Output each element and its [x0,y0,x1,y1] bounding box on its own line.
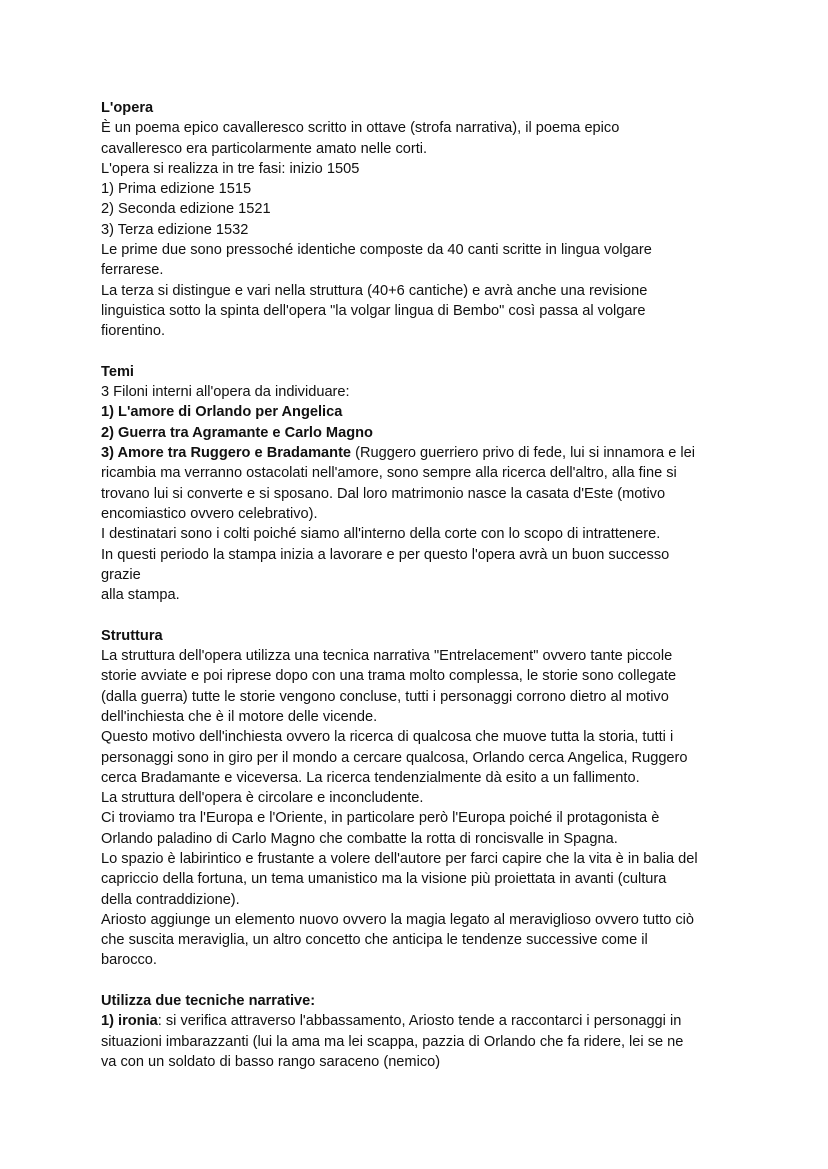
paragraph-line: Orlando paladino di Carlo Magno che combatte la rotta di roncisvalle in Spagna. [101,830,618,847]
technique-item-1-text: : si verifica attraverso l'abbassamento, Ariosto tende a raccontarci i personaggi in [157,1013,682,1030]
blank-line [101,342,732,362]
paragraph-line: alla stampa. [101,587,180,604]
heading-struttura: Struttura [101,627,163,644]
paragraph-line: linguistica sotto la spinta dell'opera "la volgar lingua di Bembo" così passa al volgare [101,302,646,319]
theme-item-2: 2) Guerra tra Agramante e Carlo Magno [101,424,373,441]
paragraph-line: In questi periodo la stampa inizia a lavorare e per questo l'opera avrà un buon successo [101,546,670,563]
paragraph-line: Le prime due sono pressoché identiche composte da 40 canti scritte in lingua volgare [101,242,652,259]
paragraph-line: Ariosto aggiunge un elemento nuovo ovvero la magia legato al meraviglioso ovvero tutto ciò [101,911,695,928]
paragraph-line: (dalla guerra) tutte le storie vengono concluse, tutti i personaggi corrono dietro al motivo [101,688,669,705]
paragraph-line: cerca Bradamante e viceversa. La ricerca tendenzialmente dà esito a un fallimento. [101,769,640,786]
blank-line [101,971,732,991]
paragraph-line: ricambia ma verranno ostacolati nell'amore, sono sempre alla ricerca dell'altro, alla fine si [101,465,677,482]
section-tecniche [101,991,732,1072]
paragraph-line: va con un soldato di basso rango saraceno (nemico) [101,1053,441,1070]
theme-item-3-text: (Ruggero guerriero privo di fede, lui si innamora e lei [351,445,695,462]
paragraph-line: L'opera si realizza in tre fasi: inizio 1505 [101,160,360,177]
section-opera [101,98,732,342]
paragraph-line: Lo spazio è labirintico e frustante a volere dell'autore per farci capire che la vita è in balia del [101,850,698,867]
theme-item-3 [101,443,732,463]
technique-item-1 [101,1011,732,1031]
paragraph-line: cavalleresco era particolarmente amato nelle corti. [101,140,428,157]
technique-item-1-title: 1) ironia [101,1013,158,1030]
paragraph-line: 3 Filoni interni all'opera da individuare: [101,384,350,401]
paragraph-line: grazie [101,566,141,583]
paragraph-line: Ci troviamo tra l'Europa e l'Oriente, in particolare però l'Europa poiché il protagonista è [101,810,660,827]
heading-tecniche: Utilizza due tecniche narrative: [101,993,316,1010]
paragraph-line: encomiastico ovvero celebrativo). [101,505,318,522]
theme-item-1: 1) L'amore di Orlando per Angelica [101,404,343,421]
heading-temi: Temi [101,363,134,380]
list-item: 1) Prima edizione 1515 [101,181,252,198]
paragraph-line: La terza si distingue e vari nella struttura (40+6 cantiche) e avrà anche una revisione [101,282,648,299]
section-temi [101,362,732,606]
section-struttura [101,626,732,971]
paragraph-line: La struttura dell'opera è circolare e inconcludente. [101,790,424,807]
theme-item-3-title: 3) Amore tra Ruggero e Bradamante [101,445,352,462]
paragraph-line: Questo motivo dell'inchiesta ovvero la ricerca di qualcosa che muove tutta la storia, tutti i [101,729,674,746]
heading-opera: L'opera [101,100,154,116]
paragraph-line: La struttura dell'opera utilizza una tecnica narrativa "Entrelacement" ovvero tante piccole [101,648,673,665]
paragraph-line: personaggi sono in giro per il mondo a cercare qualcosa, Orlando cerca Angelica, Ruggero [101,749,688,766]
list-item: 2) Seconda edizione 1521 [101,201,271,218]
list-item: 3) Terza edizione 1532 [101,221,249,238]
paragraph-line: trovano lui si converte e si sposano. Dal loro matrimonio nasce la casata d'Este (motivo [101,485,666,502]
paragraph-line: situazioni imbarazzanti (lui la ama ma lei scappa, pazzia di Orlando che fa ridere, lei se ne [101,1033,684,1050]
paragraph-line: È un poema epico cavalleresco scritto in ottave (strofa narrativa), il poema epico [101,120,620,137]
paragraph-line: I destinatari sono i colti poiché siamo all'interno della corte con lo scopo di intrattenere. [101,526,661,543]
paragraph-line: storie avviate e poi riprese dopo con una trama molto complessa, le storie sono collegate [101,668,677,685]
paragraph-line: fiorentino. [101,323,166,340]
paragraph-line: che suscita meraviglia, un altro concetto che anticipa le tendenze successive come il [101,932,648,949]
paragraph-line: barocco. [101,952,157,969]
blank-line [101,605,732,625]
paragraph-line: della contraddizione). [101,891,240,908]
paragraph-line: dell'inchiesta che è il motore delle vicende. [101,708,378,725]
paragraph-line: ferrarese. [101,262,164,279]
paragraph-line: capriccio della fortuna, un tema umanistico ma la visione più proiettata in avanti (cultura [101,871,667,888]
